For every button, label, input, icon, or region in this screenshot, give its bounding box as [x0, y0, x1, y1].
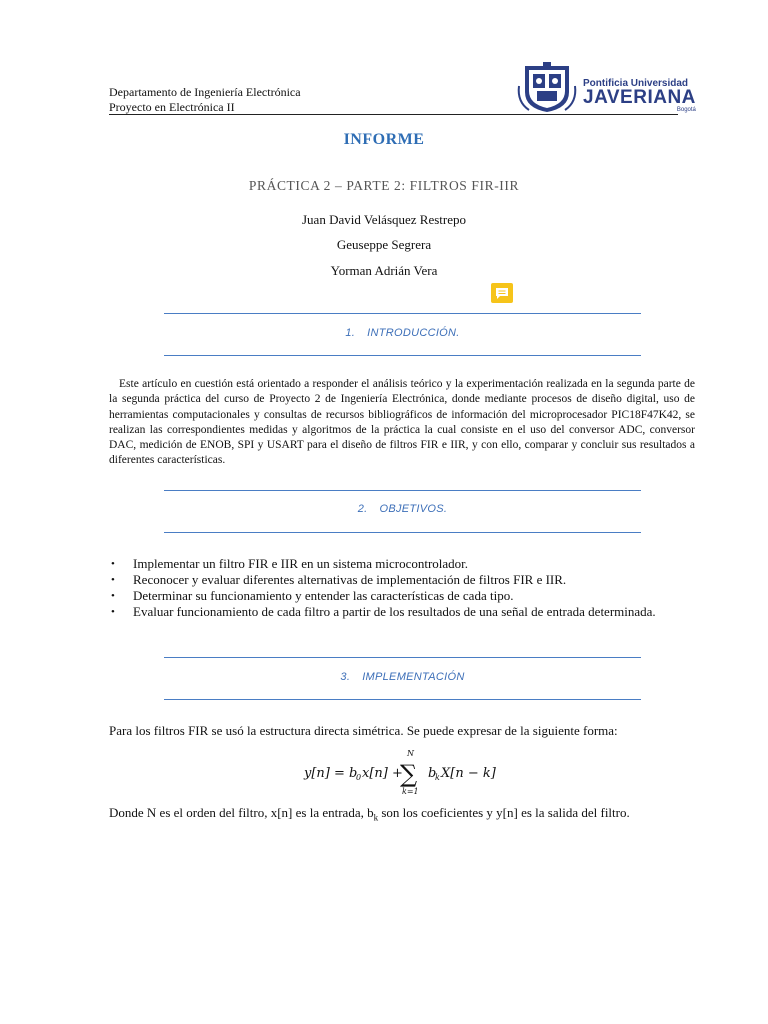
logo-line-3: Bogotá [676, 107, 696, 113]
list-item [109, 556, 669, 572]
document-subtitle: PRÁCTICA 2 – PARTE 2: FILTROS FIR-IIR [248, 178, 520, 193]
introduction-paragraph: Este artículo en cuestión está orientado a responder el análisis teórico y la experimentación realizada en la segunda parte de la segunda práctica del curso de Proyecto 2 de Ingeniería Electrónica, donde mediante procesos de diseño digital, uso de herramientas computacionales y consultas de recursos bibliográficos de información del microprocesador PIC18F47K42, se realizan las correspondientes medidas y algoritmos de la práctica la cual consiste en el uso del conversor ADC, conversor DAC, medición de ENOB, SPI y USART para el diseño de filtros FIR e IIR, y con ello, comparar y concluir sus resultados a diferentes características. [109, 378, 695, 467]
document-title: INFORME [343, 131, 425, 148]
section-number: 1. [345, 327, 356, 339]
list-item [109, 572, 669, 588]
definition-subscript: k [373, 812, 379, 823]
section-divider [164, 699, 641, 700]
section-heading-objetivos [164, 503, 641, 515]
definition-text-end: son los coeficientes y y[n] es la salida del filtro. [378, 805, 630, 820]
list-item [109, 604, 669, 620]
bullet-icon: • [111, 574, 115, 586]
section-divider [164, 490, 641, 491]
list-item [109, 588, 669, 604]
equation-rhs: X[n − k] [441, 766, 496, 781]
logo-line-1: Pontificia Universidad [583, 78, 689, 89]
bullet-icon: • [111, 558, 115, 570]
section-divider [164, 355, 641, 356]
equation-term: x[n] + [362, 766, 403, 781]
section-number: 3. [340, 671, 351, 683]
bullet-icon: • [111, 590, 115, 602]
university-logo [517, 62, 696, 114]
page-header [109, 85, 301, 115]
section-heading-introduccion [164, 327, 641, 339]
section-heading-implementacion [164, 671, 641, 683]
equation-sum-symbol: ∑ [400, 760, 418, 788]
author-1: Juan David Velásquez Restrepo [301, 212, 467, 227]
author-3: Yorman Adrián Vera [330, 263, 438, 278]
section-divider [164, 657, 641, 658]
section-divider [164, 532, 641, 533]
fir-equation [300, 748, 496, 798]
comment-icon[interactable] [491, 283, 513, 303]
section-title: IMPLEMENTACIÓN [362, 671, 465, 683]
section-title: INTRODUCCIÓN. [367, 327, 460, 339]
section-divider [164, 313, 641, 314]
equation-b0-subscript: 0 [356, 773, 362, 782]
equation-sum-upper: N [407, 749, 414, 758]
course-name: Proyecto en Electrónica II [109, 100, 235, 114]
section-number: 2. [357, 503, 368, 515]
objective-text: Evaluar funcionamiento de cada filtro a partir de los resultados de una señal de entrada determinada. [133, 604, 656, 619]
objectives-list [109, 556, 669, 620]
university-crest-icon [517, 62, 577, 114]
equation-bk-subscript: k [435, 773, 440, 782]
definition-text: Donde N es el orden del filtro, x[n] es la entrada, b [109, 805, 374, 820]
department-name: Departamento de Ingeniería Electrónica [109, 85, 301, 99]
bullet-icon: • [111, 606, 115, 618]
implementation-definition [109, 805, 699, 823]
author-2: Geuseppe Segrera [336, 237, 432, 252]
equation-sum-lower: k=1 [402, 787, 419, 796]
implementation-intro: Para los filtros FIR se usó la estructura directa simétrica. Se puede expresar de la siguiente forma: [109, 723, 618, 738]
objective-text: Implementar un filtro FIR e IIR en un sistema microcontrolador. [133, 556, 469, 571]
section-title: OBJETIVOS. [379, 503, 448, 515]
equation-lhs: y[n] = b [304, 766, 358, 781]
objective-text: Determinar su funcionamiento y entender las características de cada tipo. [133, 588, 514, 603]
equation-bk: b [428, 766, 437, 781]
logo-line-2: JAVERIANA [583, 87, 696, 108]
objective-text: Reconocer y evaluar diferentes alternativas de implementación de filtros FIR e IIR. [133, 572, 567, 587]
header-divider [109, 114, 678, 115]
